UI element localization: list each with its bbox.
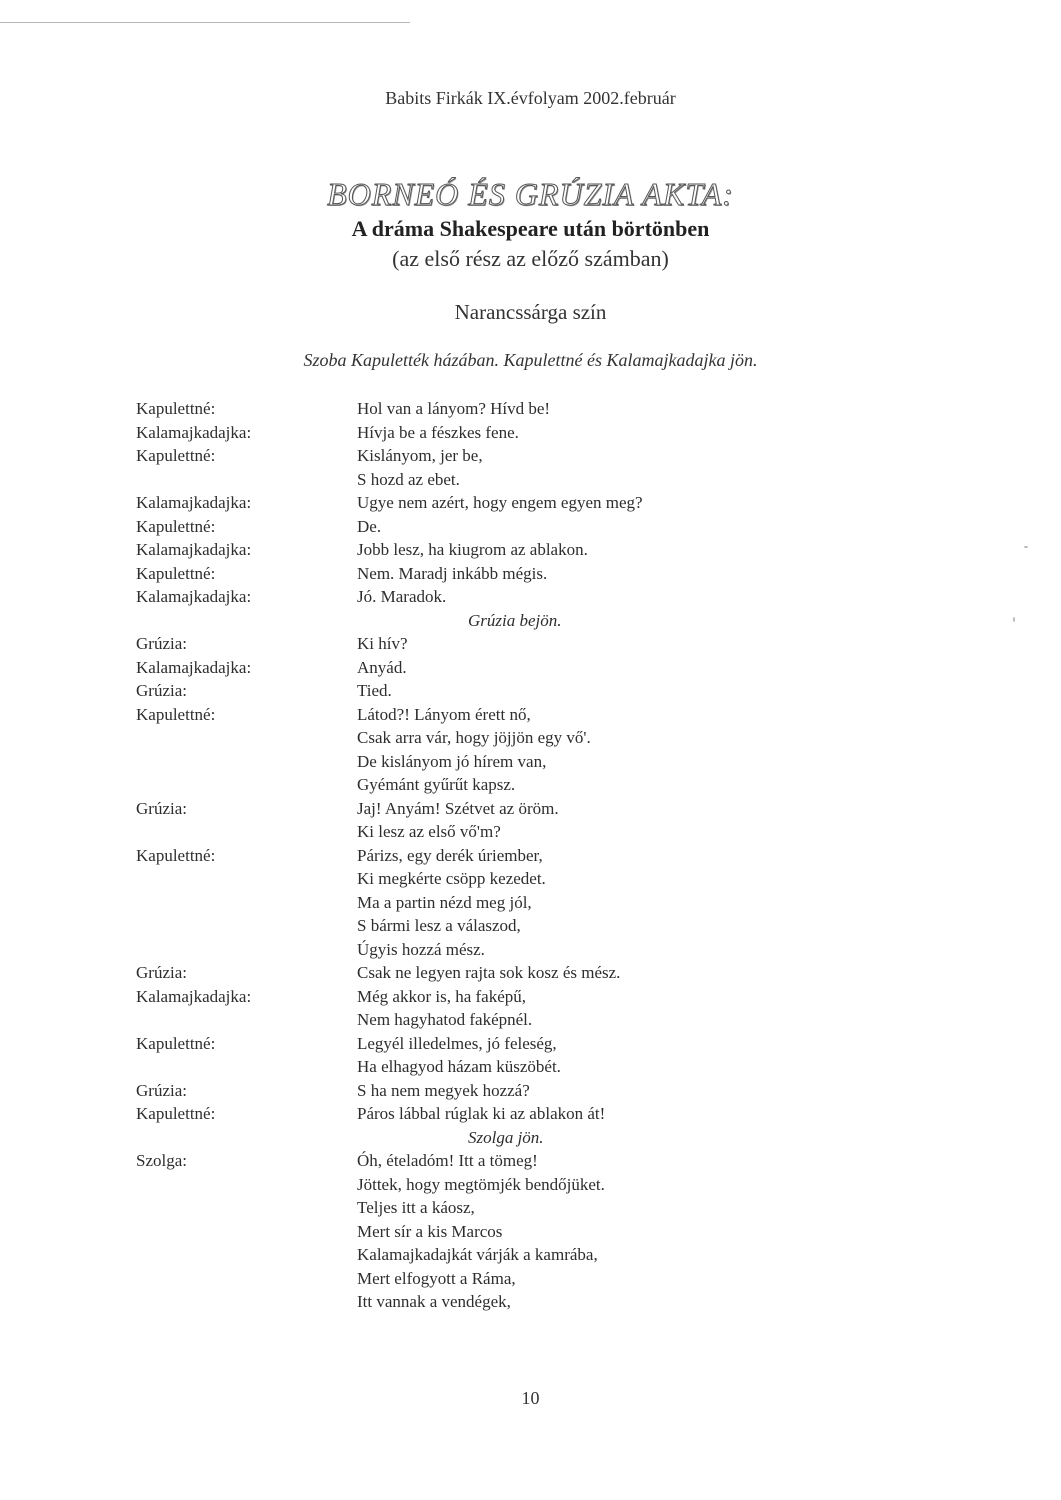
dialogue-row — [0, 491, 1061, 514]
dialogue-row — [0, 444, 1061, 467]
dialogue-row — [0, 1149, 1061, 1172]
publication-header: Babits Firkák IX.évfolyam 2002.február — [385, 88, 676, 108]
dialogue-row — [0, 1032, 1061, 1055]
speaker-name: Kapulettné: — [136, 1034, 216, 1053]
speaker-name: Szolga: — [136, 1151, 187, 1170]
speaker-name: Grúzia: — [136, 681, 187, 700]
stage-direction-row — [0, 1126, 1061, 1149]
page-subtitle: A dráma Shakespeare után börtönben — [351, 216, 710, 241]
dialogue-row — [0, 961, 1061, 984]
dialogue-line: Jó. Maradok. — [357, 587, 447, 606]
dialogue-row — [0, 726, 1061, 749]
dialogue-row — [0, 703, 1061, 726]
dialogue-row — [0, 914, 1061, 937]
dialogue-row — [0, 468, 1061, 491]
speaker-name: Kalamajkadajka: — [136, 493, 252, 512]
dialogue-row — [0, 985, 1061, 1008]
dialogue-row — [0, 1173, 1061, 1196]
dialogue-line: Csak ne legyen rajta sok kosz és mész. — [357, 963, 621, 982]
speaker-name: Kapulettné: — [136, 446, 216, 465]
stage-direction: Szoba Kapulették házában. Kapulettné és Kalamajkadajka jön. — [303, 350, 758, 370]
speaker-name: Grúzia: — [136, 963, 187, 982]
dialogue-row — [0, 797, 1061, 820]
dialogue-line: Tied. — [357, 681, 392, 700]
dialogue-line: Jöttek, hogy megtömjék bendőjüket. — [357, 1175, 605, 1194]
dialogue-row — [0, 585, 1061, 608]
dialogue-line: Ma a partin nézd meg jól, — [357, 893, 532, 912]
stage-direction-text: Szolga jön. — [468, 1128, 544, 1147]
dialogue-row — [0, 1055, 1061, 1078]
dialogue-row — [0, 562, 1061, 585]
dialogue-line: Ki hív? — [357, 634, 408, 653]
decorative-title: BORNEÓ ÉS GRÚZIA AKTA: — [327, 176, 734, 212]
dialogue-line: Mert elfogyott a Ráma, — [357, 1269, 516, 1288]
scene-title: Narancssárga szín — [454, 300, 607, 324]
dialogue-line: Még akkor is, ha faképű, — [357, 987, 527, 1006]
speaker-name: Kalamajkadajka: — [136, 658, 252, 677]
dialogue-line: Látod?! Lányom érett nő, — [357, 705, 531, 724]
stage-direction-row — [0, 609, 1061, 632]
speaker-name: Kapulettné: — [136, 517, 216, 536]
dialogue-row — [0, 632, 1061, 655]
speaker-name: Grúzia: — [136, 799, 187, 818]
dialogue-line: De. — [357, 517, 382, 536]
dialogue-row — [0, 820, 1061, 843]
dialogue-line: Kislányom, jer be, — [357, 446, 483, 465]
dialogue-row — [0, 679, 1061, 702]
dialogue-row — [0, 656, 1061, 679]
dialogue-line: Ugye nem azért, hogy engem egyen meg? — [357, 493, 643, 512]
dialogue-line: Úgyis hozzá mész. — [357, 940, 485, 959]
dialogue-row — [0, 891, 1061, 914]
speaker-name: Grúzia: — [136, 634, 187, 653]
speaker-name: Kapulettné: — [136, 564, 216, 583]
scan-edge-line — [0, 22, 410, 23]
dialogue-line: Ha elhagyod házam küszöbét. — [357, 1057, 561, 1076]
dialogue-line: Mert sír a kis Marcos — [357, 1222, 503, 1241]
dialogue-line: Itt vannak a vendégek, — [357, 1292, 511, 1311]
script-body — [0, 397, 1061, 1317]
dialogue-line: S hozd az ebet. — [357, 470, 460, 489]
dialogue-line: Nem. Maradj inkább mégis. — [357, 564, 548, 583]
dialogue-line: Hívja be a fészkes fene. — [357, 423, 519, 442]
dialogue-row — [0, 1196, 1061, 1219]
dialogue-row — [0, 1008, 1061, 1031]
dialogue-row — [0, 421, 1061, 444]
dialogue-line: De kislányom jó hírem van, — [357, 752, 547, 771]
dialogue-line: Jaj! Anyám! Szétvet az öröm. — [357, 799, 559, 818]
dialogue-line: Ki megkérte csöpp kezedet. — [357, 869, 546, 888]
dialogue-row — [0, 1079, 1061, 1102]
dialogue-row — [0, 1290, 1061, 1313]
speaker-name: Kapulettné: — [136, 1104, 216, 1123]
dialogue-row — [0, 750, 1061, 773]
dialogue-row — [0, 397, 1061, 420]
dialogue-line: Hol van a lányom? Hívd be! — [357, 399, 551, 418]
dialogue-row — [0, 538, 1061, 561]
continuation-note: (az első rész az előző számban) — [392, 246, 669, 271]
dialogue-row — [0, 1243, 1061, 1266]
dialogue-line: Nem hagyhatod faképnél. — [357, 1010, 533, 1029]
dialogue-line: S ha nem megyek hozzá? — [357, 1081, 530, 1100]
speaker-name: Kapulettné: — [136, 705, 216, 724]
dialogue-row — [0, 515, 1061, 538]
dialogue-line: Kalamajkadajkát várják a kamrába, — [357, 1245, 598, 1264]
stage-direction-text: Grúzia bejön. — [468, 611, 562, 630]
speaker-name: Grúzia: — [136, 1081, 187, 1100]
dialogue-row — [0, 844, 1061, 867]
dialogue-line: S bármi lesz a válaszod, — [357, 916, 521, 935]
speaker-name: Kapulettné: — [136, 399, 216, 418]
speaker-name: Kalamajkadajka: — [136, 540, 252, 559]
speaker-name: Kalamajkadajka: — [136, 987, 252, 1006]
speaker-name: Kapulettné: — [136, 846, 216, 865]
dialogue-line: Párizs, egy derék úriember, — [357, 846, 543, 865]
dialogue-line: Páros lábbal rúglak ki az ablakon át! — [357, 1104, 606, 1123]
dialogue-row — [0, 773, 1061, 796]
page-number: 10 — [521, 1388, 540, 1408]
dialogue-line: Legyél illedelmes, jó feleség, — [357, 1034, 557, 1053]
dialogue-row — [0, 1220, 1061, 1243]
dialogue-row — [0, 1102, 1061, 1125]
speaker-name: Kalamajkadajka: — [136, 423, 252, 442]
dialogue-row — [0, 938, 1061, 961]
dialogue-line: Csak arra vár, hogy jöjjön egy vő'. — [357, 728, 591, 747]
dialogue-line: Gyémánt gyűrűt kapsz. — [357, 775, 516, 794]
dialogue-row — [0, 867, 1061, 890]
dialogue-line: Anyád. — [357, 658, 407, 677]
dialogue-line: Óh, ételadóm! Itt a tömeg! — [357, 1151, 538, 1170]
dialogue-row — [0, 1267, 1061, 1290]
dialogue-line: Ki lesz az első vő'm? — [357, 822, 501, 841]
dialogue-line: Jobb lesz, ha kiugrom az ablakon. — [357, 540, 588, 559]
speaker-name: Kalamajkadajka: — [136, 587, 252, 606]
dialogue-line: Teljes itt a káosz, — [357, 1198, 475, 1217]
